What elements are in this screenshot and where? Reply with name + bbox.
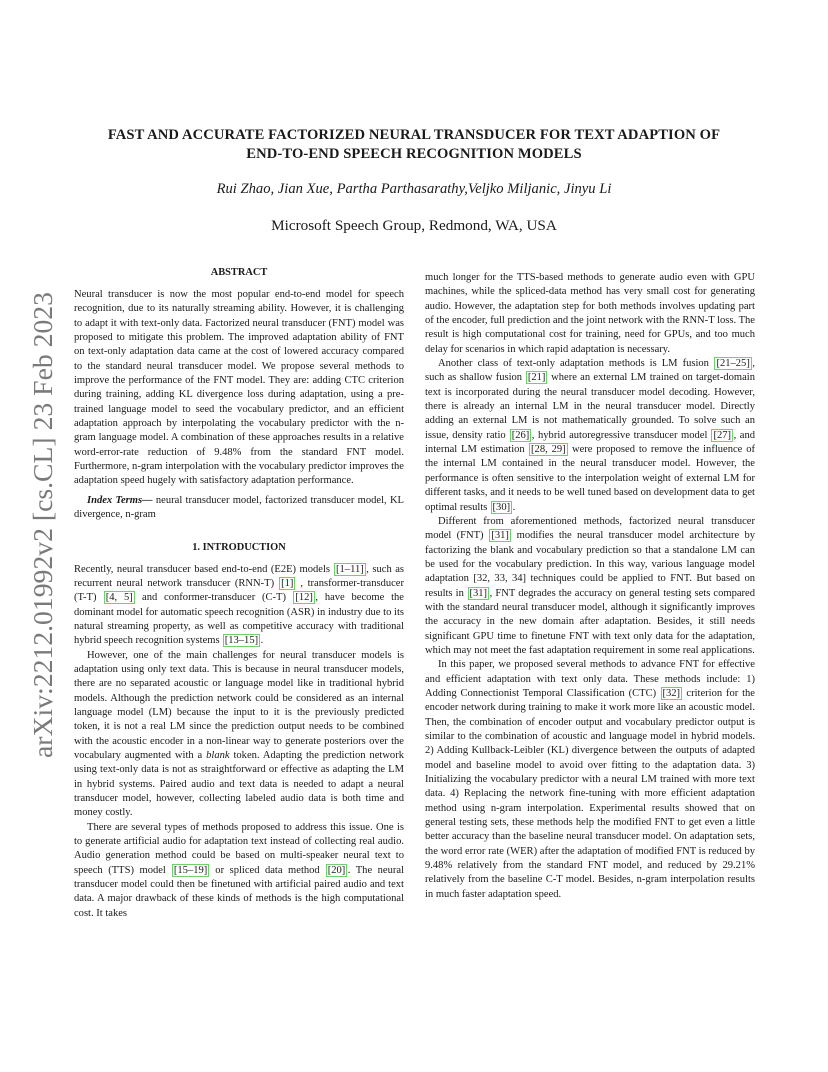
intro-paragraph-3 bbox=[74, 821, 404, 921]
right-column bbox=[425, 271, 755, 902]
citation-link[interactable]: [26] bbox=[511, 429, 530, 441]
right-paragraph-1 bbox=[425, 271, 755, 357]
text-run: . bbox=[512, 501, 516, 513]
introduction-heading: 1. INTRODUCTION bbox=[192, 541, 286, 553]
title-line-2: END-TO-END SPEECH RECOGNITION MODELS bbox=[246, 146, 582, 162]
text-run: or spliced data method bbox=[209, 864, 326, 876]
citation-link[interactable]: [21] bbox=[527, 372, 546, 384]
text-run: . The neural transducer model could then be finetuned with artificial paired audio and text data. A major drawback of these kinds of methods is the high computational cost. It takes bbox=[74, 864, 404, 919]
citation-link[interactable]: [30] bbox=[492, 501, 511, 513]
text-run: There are several types of methods proposed to address this issue. One is to generate artificial audio for adaptation text instead of collecting real audio. Audio generation method could be based on multi-speaker neural text to speech (TTS) model bbox=[74, 821, 404, 876]
citation-link[interactable]: [1–11] bbox=[336, 563, 364, 575]
text-run: Another class of text-only adaptation methods is LM fusion bbox=[438, 358, 714, 370]
citation-link[interactable]: [28, 29] bbox=[531, 444, 566, 456]
index-terms bbox=[74, 494, 404, 523]
intro-paragraph-2 bbox=[74, 649, 404, 821]
citation-link[interactable]: [13–15] bbox=[224, 635, 259, 647]
text-run: , transformer-transducer (T-T) bbox=[74, 577, 404, 604]
paper-title bbox=[70, 126, 758, 164]
citation-link[interactable]: [21–25] bbox=[716, 358, 750, 370]
left-column bbox=[74, 266, 404, 921]
index-terms-label: Index Terms— bbox=[87, 494, 153, 506]
affiliation: Microsoft Speech Group, Redmond, WA, USA bbox=[271, 217, 557, 234]
citation-link[interactable]: [31] bbox=[491, 530, 509, 542]
text-run: , and internal LM estimation bbox=[425, 429, 755, 456]
text-run: , such as shallow fusion bbox=[425, 358, 755, 384]
text-run: , FNT degrades the accuracy on general testing sets compared with the standard neural transducer model, although it significantly improves the accuracy in the new domain after adaptation. Besides, it still needs significant GPU time to finetune FNT with text only data for the adaptation, which may not meet the fast adaptation requirement in some real applications. bbox=[425, 587, 755, 656]
citation-link[interactable]: [27] bbox=[713, 429, 732, 441]
citation-link[interactable]: [31] bbox=[469, 587, 488, 599]
right-paragraph-3 bbox=[425, 515, 755, 658]
text-run: Recently, neural transducer based end-to-end (E2E) models bbox=[74, 563, 334, 575]
right-paragraph-2 bbox=[425, 357, 755, 515]
text-run: criterion for the encoder network during training to make it work more like an acoustic model. Then, the combination of encoder output and vocabulary predictor output is similar to the combination of acoustic and language model in hybrid models. 2) Adding Kullback-Leibler (KL) divergence between the outputs of adapted model and baseline model to avoid over fitting to the adaptation data. 3) Initializing the vocabulary predictor with a neural LM trained with more text data. 4) Replacing the network fine-tuning with more efficient adaptation method using n-gram interpolation. Experimental results showed that on general testing sets, these methods help the modified FNT to get even a little better accuracy than the baseline neural transducer model. On adaptation sets, the word error rate (WER) after the adaptation of modified FNT is reduced by 9.48% relatively from the standard FNT model, and reduced by 29.21% relatively from the baseline C-T model. Besides, n-gram interpolation results in much faster adaptation speed. bbox=[425, 687, 755, 900]
authors: Rui Zhao, Jian Xue, Partha Parthasarathy,Veljko Miljanic, Jinyu Li bbox=[216, 181, 612, 197]
abstract-heading: ABSTRACT bbox=[210, 267, 268, 278]
citation-link[interactable]: [15–19] bbox=[173, 864, 208, 876]
citation-link[interactable]: [20] bbox=[327, 864, 346, 876]
citation-link[interactable]: [4, 5] bbox=[105, 592, 133, 604]
arxiv-stamp-graphic bbox=[23, 290, 61, 760]
text-run: . bbox=[260, 635, 264, 647]
index-terms-text: neural transducer model, factorized transducer model, KL divergence, n-gram bbox=[74, 494, 405, 521]
citation-link[interactable]: [32] bbox=[662, 687, 681, 699]
text-run: In this paper, we proposed several methods to advance FNT for effective and efficient adaptation with text only data. These methods include: 1) Adding Connectionist Temporal Classification (CTC) bbox=[425, 659, 755, 699]
right-paragraph-4 bbox=[425, 658, 755, 902]
text-run: modifies the neural transducer model architecture by factorizing the blank and vocabulary prediction so that a standalone LM can be used for the vocabulary prediction. In this way, various language model adaptation [32, 33, 34] techniques could be applied to FNT. But based on results in bbox=[425, 530, 755, 599]
italic-term: blank bbox=[206, 749, 230, 761]
arxiv-identifier-stamp bbox=[23, 290, 61, 760]
text-run: and conformer-transducer (C-T) bbox=[135, 592, 293, 604]
text-run: , such as recurrent neural network transducer (RNN-T) bbox=[74, 563, 404, 589]
citation-link[interactable]: [12] bbox=[295, 592, 313, 604]
intro-paragraph-1 bbox=[74, 563, 404, 649]
text-run: , have become the dominant model for automatic speech recognition (ASR) in industry due to its natural streaming property, as well as competitive accuracy with traditional hybrid speech recognition systems bbox=[74, 592, 404, 647]
title-line-1: FAST AND ACCURATE FACTORIZED NEURAL TRANSDUCER FOR TEXT ADAPTION OF bbox=[107, 127, 721, 143]
abstract-text: Neural transducer is now the most popular end-to-end model for speech recognition, due to its naturally streaming ability. However, it is challenging to adapt it with text-only data. Factorized neural transducer (FNT) model was proposed to mitigate this problem. The improved adaptation ability of FNT on text-only adaptation data came at the cost of lowered accuracy compared to the standard neural transducer model. We propose several methods to improve the performance of the FNT model. They are: adding CTC criterion during training, adding KL divergence loss during adaptation, using a pre-trained language model to seed the vocabulary predictor, and an efficient adaptation approach by interpolating the vocabulary predictor with the n-gram language model. A combination of these approaches results in a relative word-error-rate reduction of 9.48% from the standard FNT model. Furthermore, n-gram interpolation with the vocabulary predictor improves the adaptation speed hugely with satisfactory adaptation performance. bbox=[74, 289, 404, 487]
text-run: token. Adapting the prediction network using text-only data is not as straightforward or effective as adapting the LM in hybrid systems. Paired audio and text data is needed to adapt a neural transducer model, however, collecting labeled audio data is both time and money costly. bbox=[74, 749, 404, 819]
arxiv-id-text: arXiv:2212.01992v2 [cs.CL] 23 Feb 2023 bbox=[28, 303, 58, 758]
text-run: Different from aforementioned methods, factorized neural transducer model (FNT) bbox=[425, 515, 755, 542]
citation-link[interactable]: [1] bbox=[281, 577, 294, 589]
text-run: were proposed to remove the influence of the internal LM contained in the neural transducer model. However, the performance is often sensitive to the interpolation weight of external LM for different tasks, and it needs to be well tuned based on development data to get optimal results bbox=[425, 444, 755, 513]
text-run: However, one of the main challenges for neural transducer models is adaptation using only text data. This is because in neural transducer models, there are no separated acoustic or language model like in traditional hybrid models. Although the prediction network could be considered as an internal language model (LM) because the input to it is the previously predicted token, it is not a real LM since the prediction output needs to be combined with the acoustic encoder in a non-linear way to generate posteriors over the vocabulary augmented with a bbox=[74, 649, 404, 761]
text-run: , hybrid autoregressive transducer model bbox=[531, 429, 711, 441]
text-run: where an external LM trained on target-domain text is incorporated during the neural transducer model decoding. However, there is already an internal LM in the neural transducer model. Directly adding an external LM is not mathematically grounded. To solve such an issue, density ratio bbox=[425, 372, 755, 441]
text-run: much longer for the TTS-based methods to generate audio even with GPU machines, while the spliced-data method has very small cost for generating audio. However, the adaptation step for both methods involves updating part of the encoder, full prediction and the joint network with the RNN-T loss. The result is high computational cost for training, need for GPUs, and too much delay for scenarios in which rapid adaptation is necessary. bbox=[425, 272, 755, 355]
